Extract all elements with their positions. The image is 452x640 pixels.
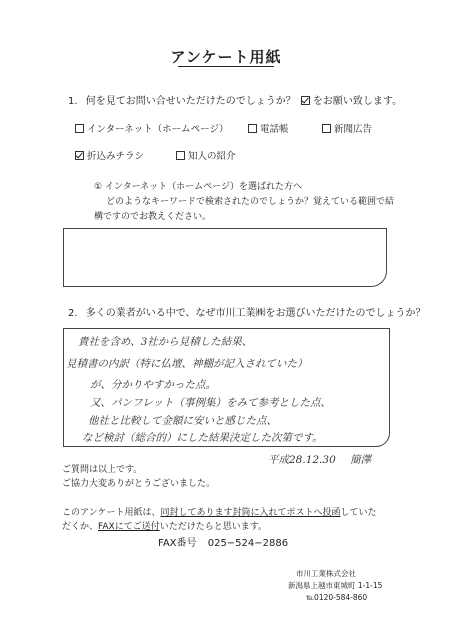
checkbox-checked-icon[interactable] [75, 151, 84, 160]
sub-line-3: 構ですのでお教えください。 [94, 212, 212, 222]
q1-example-checkbox [301, 96, 310, 105]
instr-text: このアンケート用紙は、 [62, 508, 161, 518]
company-info [288, 568, 382, 604]
instr-text: だくか、 [62, 522, 99, 532]
answer-line-4: 又、パンフレット（事例集）をみて参考とした点、 [90, 397, 331, 409]
q1-option-internet[interactable] [75, 121, 228, 135]
keyword-answer-box[interactable] [63, 228, 387, 287]
fax-label: FAX番号 [158, 538, 197, 549]
q2-text [68, 304, 426, 319]
q1-sub-prompt [94, 180, 394, 225]
fax-info [158, 534, 288, 549]
sub-number: ① [94, 182, 103, 192]
option-label: 知人の紹介 [188, 151, 236, 162]
checkbox-icon[interactable] [322, 124, 331, 133]
company-name: 市川工業株式会社 [296, 569, 356, 578]
q1-number: 1. [68, 96, 78, 107]
option-label: 電話帳 [260, 124, 289, 135]
fax-number: 025−524−2886 [207, 538, 289, 549]
checkbox-icon[interactable] [176, 151, 185, 160]
answer-line-2: 見積書の内訳（特に仏壇、神棚が記入されていた） [66, 358, 308, 370]
checkbox-icon[interactable] [75, 124, 84, 133]
answer-line-3: が、分かりやすかった点。 [90, 379, 216, 391]
closing-line-1: ご質問は以上です。 [62, 465, 143, 475]
q1-option-newspaper[interactable] [322, 121, 372, 135]
closing-text [62, 463, 215, 491]
q2-question: 多くの業者がいる中で、なぜ市川工業㈱をお選びいただけたのでしょうか？ [85, 308, 426, 319]
company-address: 新潟県上越市東城町 1-1-15 [288, 581, 383, 590]
instr-text: していた [340, 508, 377, 518]
option-label: インターネット（ホームページ） [87, 124, 229, 135]
instr-envelope: 同封してあります封筒に入れてポストへ投函 [160, 508, 341, 518]
option-label: 新聞広告 [334, 124, 373, 135]
q1-question: 何を見てお問い合せいただけたのでしょうか？ [85, 96, 296, 107]
instr-text: いただけたらと思います。 [159, 522, 267, 532]
q1-option-referral[interactable] [176, 148, 236, 162]
closing-line-2: ご協力大変ありがとうございました。 [62, 479, 216, 489]
date-signature: 平成28.12.30 [268, 454, 336, 466]
q1-check-instruction: をお願い致します。 [312, 96, 403, 107]
sub-line-2: どのようなキーワードで検索されたのでしょうか？覚えている範囲で結 [106, 197, 395, 207]
sub-line-1: インターネット（ホームページ）を選ばれた方へ [104, 182, 302, 192]
page-title: アンケート用紙 [170, 48, 282, 66]
answer-line-5: 他社と比較して金額に安いと感じた点、 [88, 415, 277, 427]
return-instructions [62, 506, 377, 534]
option-label: 折込みチラシ [87, 151, 145, 162]
answer-line-6: など検討（総合的）にした結果決定した次第です。 [82, 432, 323, 444]
title-underline [178, 66, 274, 67]
answer-line-1: 貴社を含め、3社から見積した結果、 [78, 336, 253, 348]
checkbox-icon[interactable] [248, 124, 257, 133]
q1-text [68, 92, 402, 107]
q1-option-flyer[interactable] [75, 148, 144, 162]
instr-fax: FAXにてご送付 [98, 522, 160, 532]
name-signature: 簡澤 [350, 454, 371, 466]
q2-number: 2. [68, 308, 78, 319]
q1-option-phonebook[interactable] [248, 121, 289, 135]
company-phone: ℡0120-584-860 [306, 593, 368, 602]
